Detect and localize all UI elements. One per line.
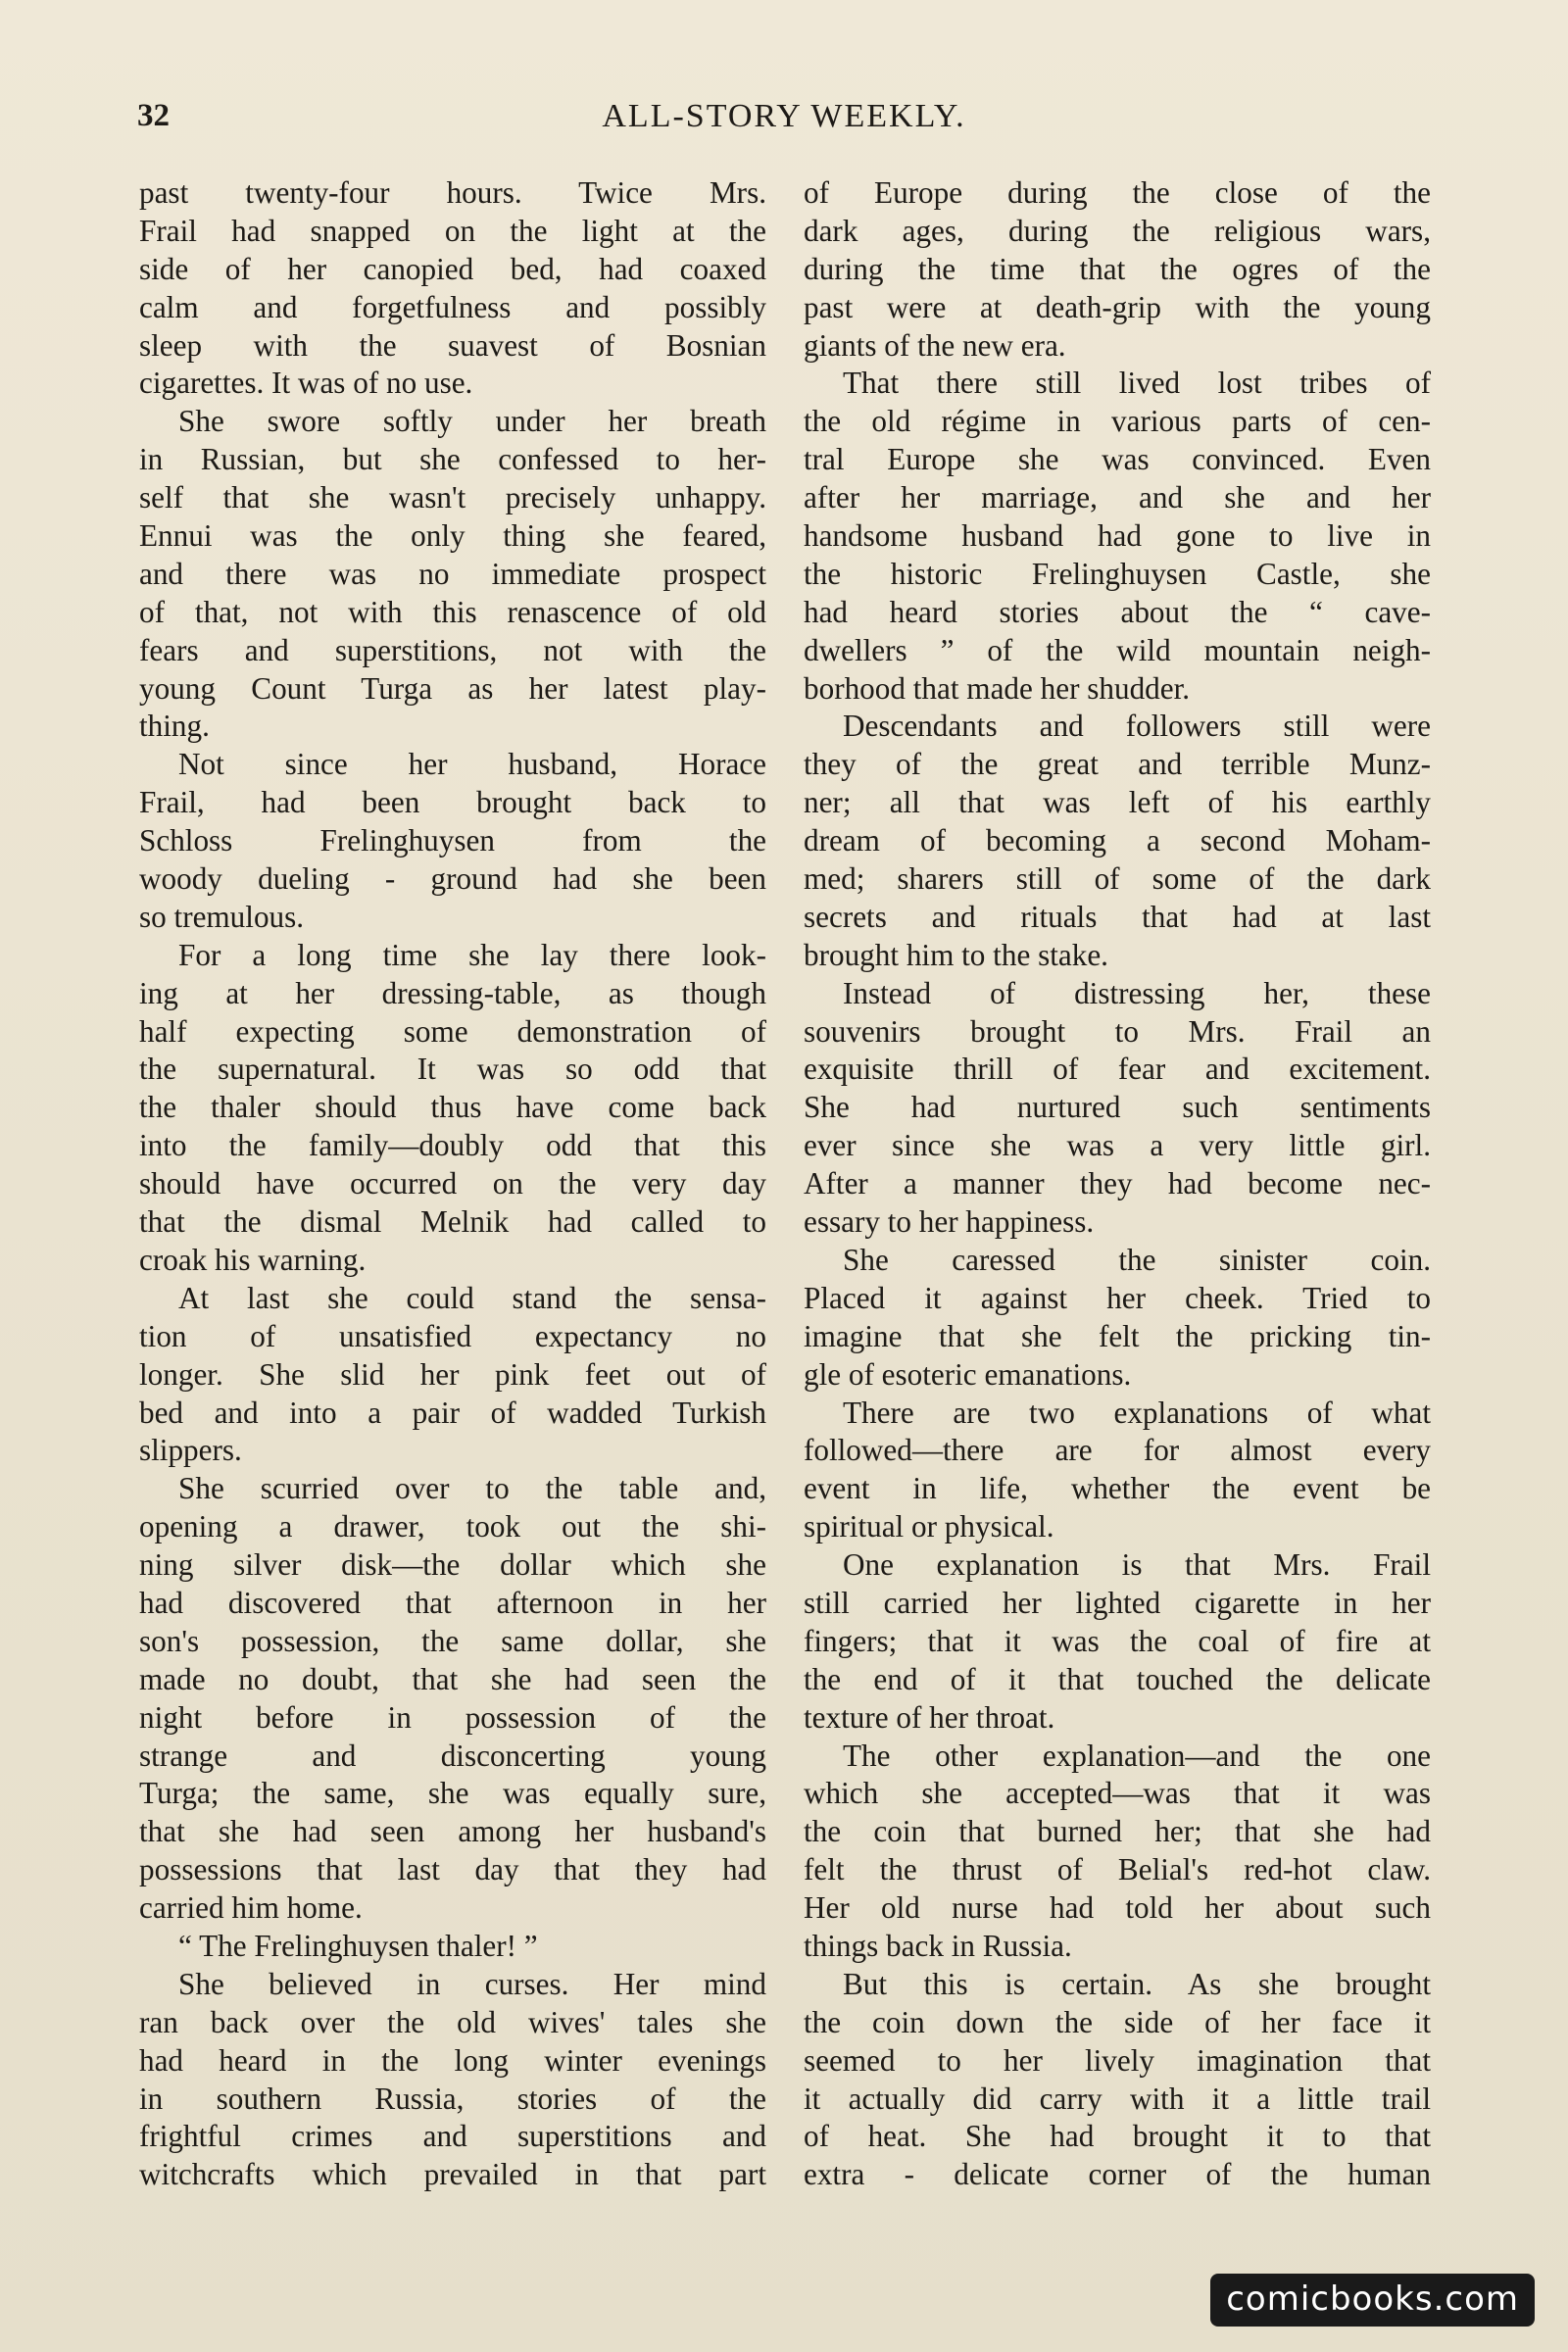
text-line: Frail, had been brought back to <box>139 785 766 820</box>
text-line: ever since she was a very little girl. <box>804 1128 1431 1163</box>
text-line: during the time that the ogres of the <box>804 251 1431 286</box>
text-line: tral Europe she was convinced. Even <box>804 442 1431 477</box>
text-line: made no doubt, that she had seen the <box>139 1661 766 1696</box>
text-line: cigarettes. It was of no use. <box>139 366 473 401</box>
text-line: into the family—doubly odd that this <box>139 1128 766 1163</box>
text-line: dwellers ” of the wild mountain neigh- <box>804 632 1431 667</box>
text-line: past were at death-grip with the young <box>804 289 1431 324</box>
text-line: and there was no immediate prospect <box>139 556 766 591</box>
text-line: of that, not with this renascence of old <box>139 594 766 629</box>
text-line: ing at her dressing-table, as though <box>139 975 766 1010</box>
text-line: One explanation is that Mrs. Frail <box>843 1547 1431 1583</box>
text-line: That there still lived lost tribes of <box>843 366 1431 401</box>
text-line: At last she could stand the sensa- <box>178 1280 766 1315</box>
text-line: Turga; the same, she was equally sure, <box>139 1776 766 1811</box>
text-line: thing. <box>139 709 210 744</box>
text-line: the thaler should thus have come back <box>139 1090 766 1125</box>
text-line: med; sharers still of some of the dark <box>804 861 1431 897</box>
watermark-logo: comicbooks.com <box>1210 2274 1535 2327</box>
text-line: strange and disconcerting young <box>139 1738 766 1773</box>
page-header <box>137 98 1431 149</box>
text-line: night before in possession of the <box>139 1699 766 1735</box>
text-line: slippers. <box>139 1433 242 1468</box>
text-line: the old régime in various parts of cen- <box>804 404 1431 439</box>
text-line: gle of esoteric emanations. <box>804 1356 1132 1392</box>
running-head: ALL-STORY WEEKLY. <box>602 98 966 134</box>
text-line: event in life, whether the event be <box>804 1471 1431 1506</box>
text-line: giants of the new era. <box>804 327 1066 363</box>
text-line: followed—there are for almost every <box>804 1433 1431 1468</box>
text-line: After a manner they had become nec- <box>804 1166 1431 1201</box>
text-line: borhood that made her shudder. <box>804 670 1191 706</box>
text-line: Not since her husband, Horace <box>178 747 766 782</box>
text-line: secrets and rituals that had at last <box>804 899 1431 934</box>
text-line: young Count Turga as her latest play- <box>139 670 766 706</box>
text-line: the end of it that touched the delicate <box>804 1661 1431 1696</box>
text-line: ning silver disk—the dollar which she <box>139 1547 766 1583</box>
text-line: For a long time she lay there look- <box>178 937 766 972</box>
text-line: calm and forgetfulness and possibly <box>139 289 766 324</box>
text-line: the coin down the side of her face it <box>804 2004 1431 2039</box>
text-line: essary to her happiness. <box>804 1204 1095 1240</box>
text-line: seemed to her lively imagination that <box>804 2042 1431 2078</box>
text-line: fears and superstitions, not with the <box>139 632 766 667</box>
text-line: of heat. She had brought it to that <box>804 2119 1431 2154</box>
text-line: She had nurtured such sentiments <box>804 1090 1431 1125</box>
page-number: 32 <box>137 98 170 133</box>
text-line: woody dueling - ground had she been <box>139 861 766 897</box>
text-line: so tremulous. <box>139 899 305 934</box>
text-line: imagine that she felt the pricking tin- <box>804 1318 1431 1353</box>
text-line: the historic Frelinghuysen Castle, she <box>804 556 1431 591</box>
text-line: possessions that last day that they had <box>139 1852 766 1887</box>
text-line: still carried her lighted cigarette in her <box>804 1585 1431 1620</box>
right-column <box>804 174 1431 2194</box>
text-line: dream of becoming a second Moham- <box>804 823 1431 858</box>
text-line: “ The Frelinghuysen thaler! ” <box>178 1928 538 1963</box>
text-line: had discovered that afternoon in her <box>139 1585 766 1620</box>
text-line: Ennui was the only thing she feared, <box>139 518 766 554</box>
text-line: Schloss Frelinghuysen from the <box>139 823 766 858</box>
text-line: handsome husband had gone to live in <box>804 518 1431 554</box>
text-line: dark ages, during the religious wars, <box>804 213 1431 248</box>
text-line: half expecting some demonstration of <box>139 1013 766 1049</box>
text-line: son's possession, the same dollar, she <box>139 1623 766 1658</box>
text-line: in southern Russia, stories of the <box>139 2081 766 2116</box>
text-line: that the dismal Melnik had called to <box>139 1204 766 1240</box>
text-line: She caressed the sinister coin. <box>843 1242 1431 1277</box>
text-line: longer. She slid her pink feet out of <box>139 1356 766 1392</box>
text-line: past twenty-four hours. Twice Mrs. <box>139 175 766 210</box>
text-line: Placed it against her cheek. Tried to <box>804 1280 1431 1315</box>
text-line: bed and into a pair of wadded Turkish <box>139 1395 766 1430</box>
text-line: brought him to the stake. <box>804 937 1108 972</box>
text-line: Descendants and followers still were <box>843 709 1431 744</box>
text-line: opening a drawer, took out the shi- <box>139 1509 766 1544</box>
text-line: extra - delicate corner of the human <box>804 2157 1431 2192</box>
text-line: should have occurred on the very day <box>139 1166 766 1201</box>
text-line: they of the great and terrible Munz- <box>804 747 1431 782</box>
text-line: sleep with the suavest of Bosnian <box>139 327 766 363</box>
text-line: Her old nurse had told her about such <box>804 1890 1431 1926</box>
text-line: had heard stories about the “ cave- <box>804 594 1431 629</box>
text-line: that she had seen among her husband's <box>139 1814 766 1849</box>
left-column <box>139 174 766 2194</box>
text-line: side of her canopied bed, had coaxed <box>139 251 766 286</box>
text-line: texture of her throat. <box>804 1699 1055 1735</box>
text-line: felt the thrust of Belial's red-hot claw. <box>804 1852 1431 1887</box>
text-line: She believed in curses. Her mind <box>178 1966 766 2001</box>
text-line: There are two explanations of what <box>843 1395 1431 1430</box>
text-line: fingers; that it was the coal of fire at <box>804 1623 1431 1658</box>
text-line: souvenirs brought to Mrs. Frail an <box>804 1013 1431 1049</box>
text-line: ran back over the old wives' tales she <box>139 2004 766 2039</box>
text-line: the supernatural. It was so odd that <box>139 1052 766 1087</box>
text-line: self that she wasn't precisely unhappy. <box>139 480 766 515</box>
text-line: it actually did carry with it a little trail <box>804 2081 1431 2116</box>
text-line: exquisite thrill of fear and excitement. <box>804 1052 1431 1087</box>
text-line: the coin that burned her; that she had <box>804 1814 1431 1849</box>
text-line: in Russian, but she confessed to her- <box>139 442 766 477</box>
text-line: Frail had snapped on the light at the <box>139 213 766 248</box>
text-line: tion of unsatisfied expectancy no <box>139 1318 766 1353</box>
text-line: The other explanation—and the one <box>843 1738 1431 1773</box>
text-line: She scurried over to the table and, <box>178 1471 766 1506</box>
text-line: spiritual or physical. <box>804 1509 1054 1544</box>
text-line: croak his warning. <box>139 1242 367 1277</box>
text-line: of Europe during the close of the <box>804 175 1431 210</box>
text-line: Instead of distressing her, these <box>843 975 1431 1010</box>
text-line: But this is certain. As she brought <box>843 1966 1431 2001</box>
text-line: frightful crimes and superstitions and <box>139 2119 766 2154</box>
text-line: after her marriage, and she and her <box>804 480 1431 515</box>
text-line: carried him home. <box>139 1890 363 1926</box>
text-line: She swore softly under her breath <box>178 404 766 439</box>
text-line: ner; all that was left of his earthly <box>804 785 1431 820</box>
text-line: things back in Russia. <box>804 1928 1072 1963</box>
text-line: witchcrafts which prevailed in that part <box>139 2157 766 2192</box>
text-line: which she accepted—was that it was <box>804 1776 1431 1811</box>
text-line: had heard in the long winter evenings <box>139 2042 766 2078</box>
